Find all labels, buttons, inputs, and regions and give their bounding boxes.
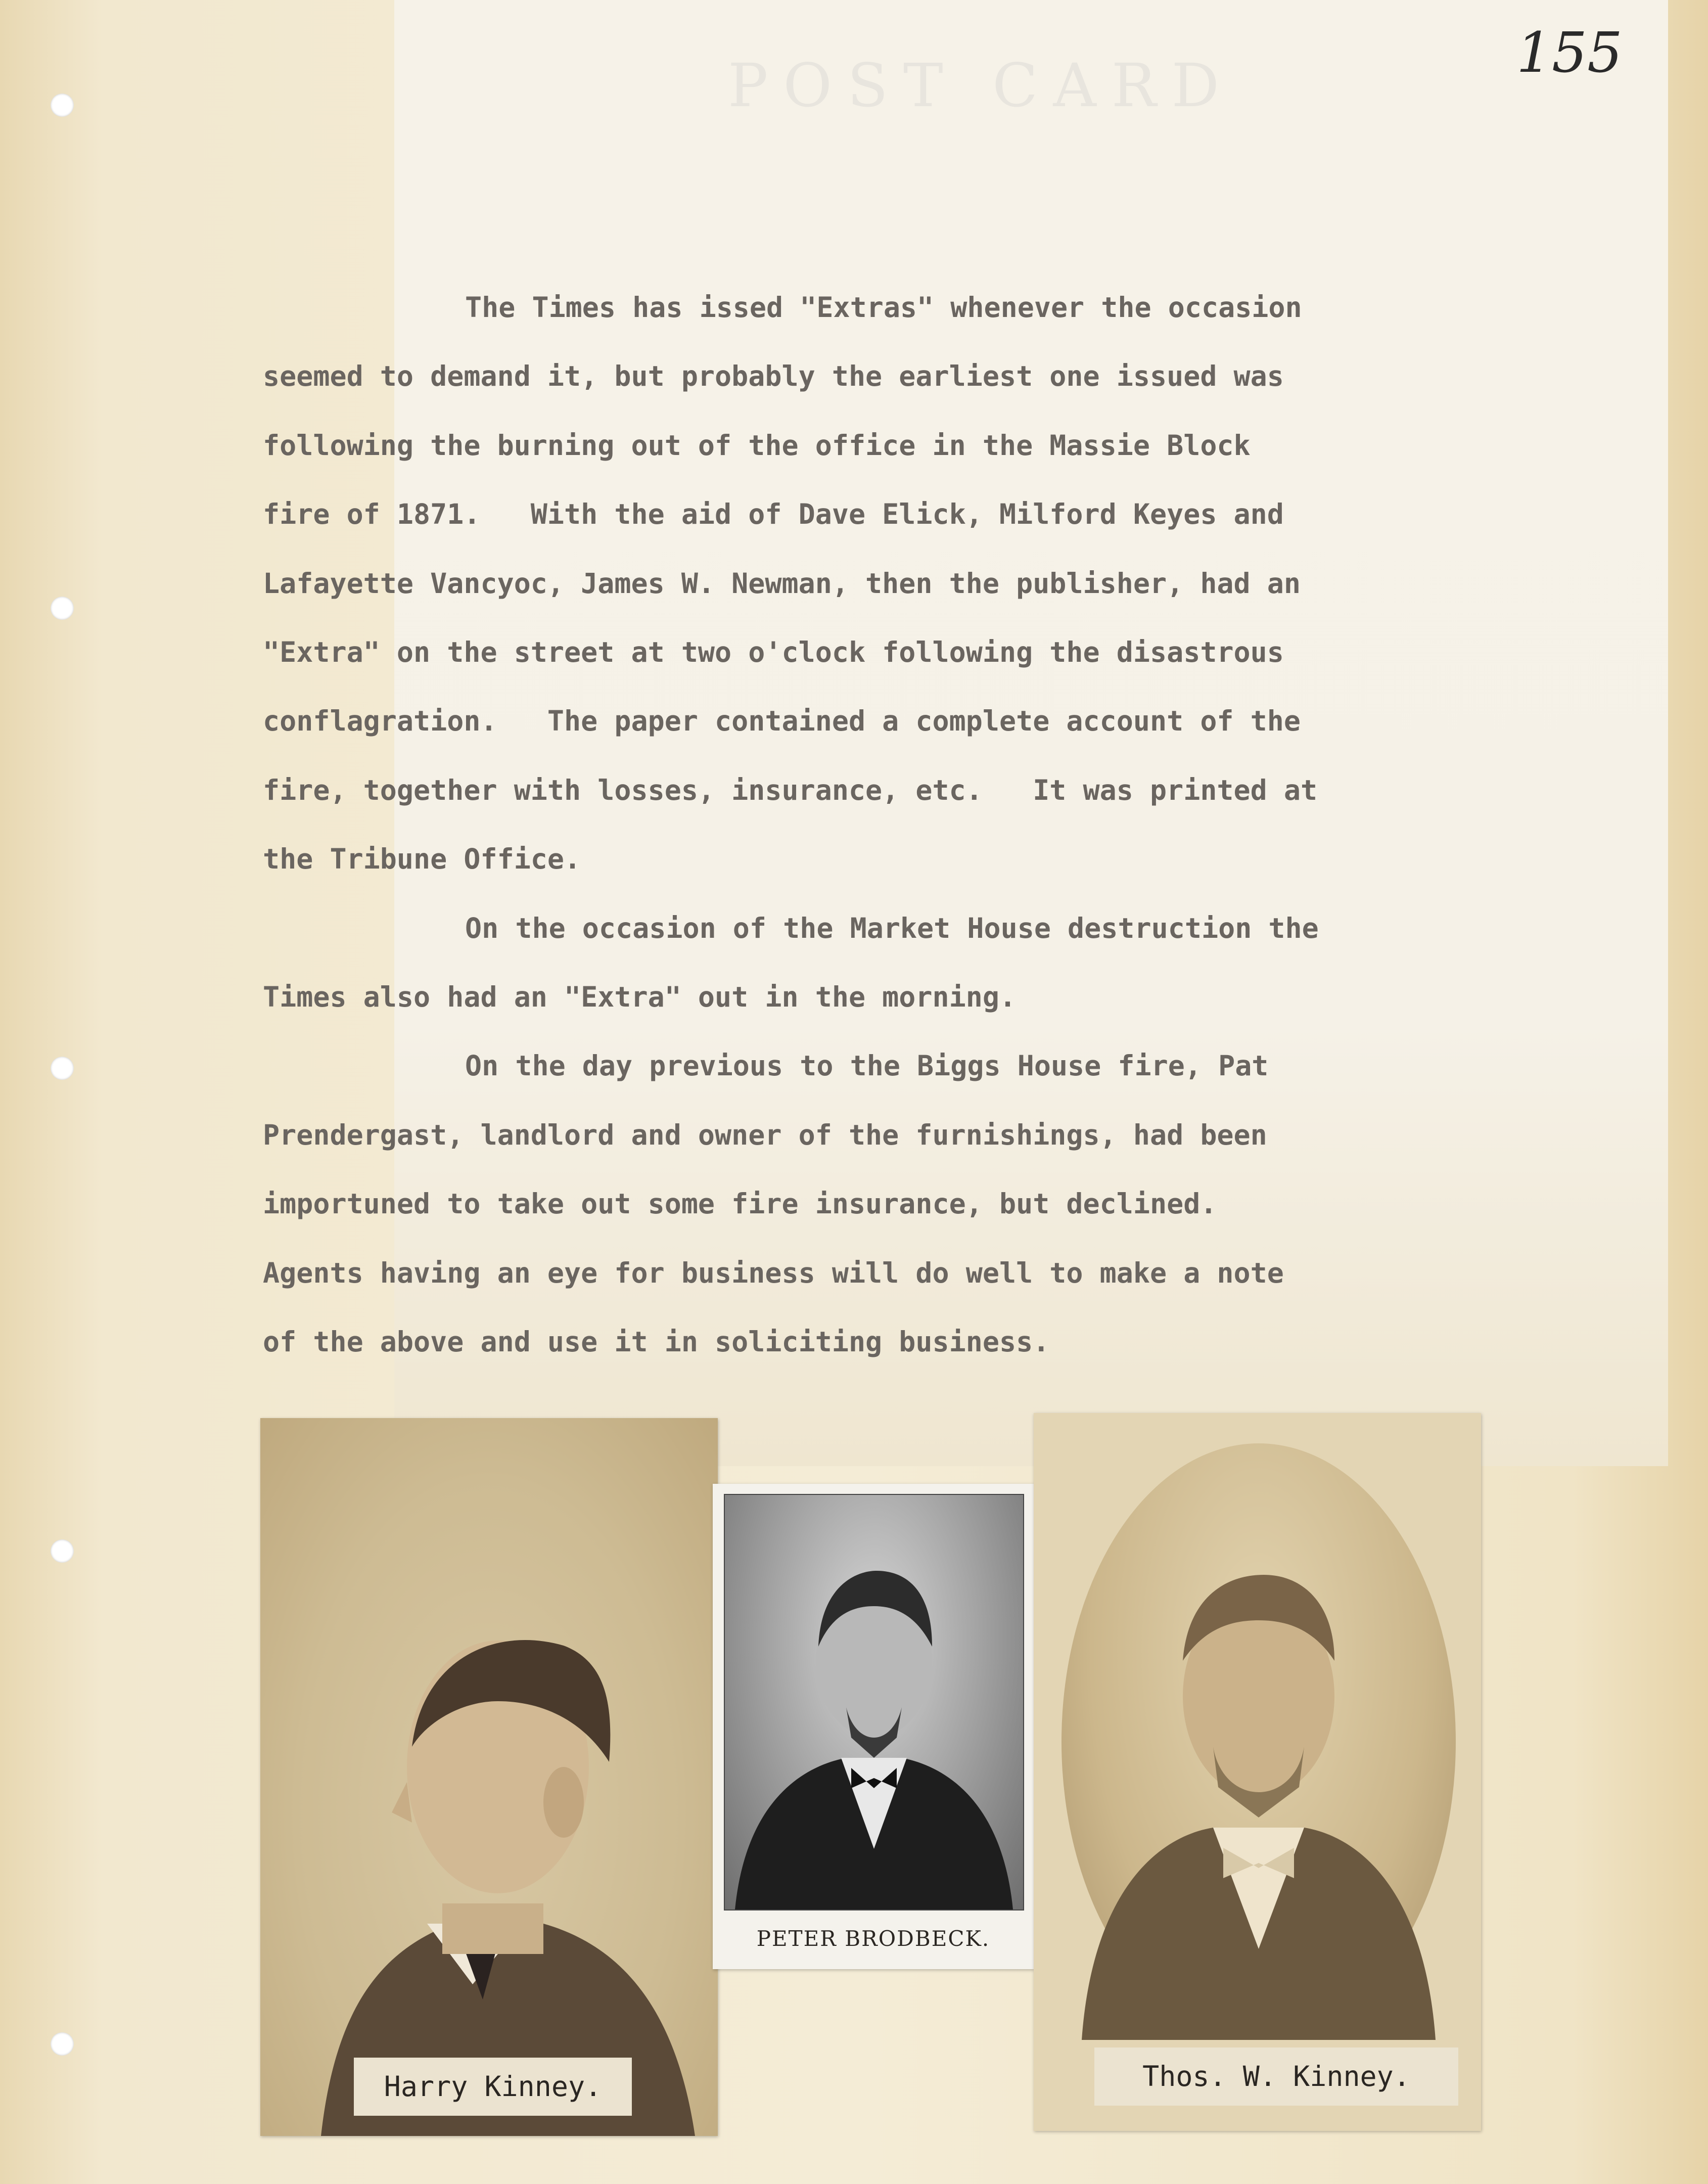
portrait-profile-image	[260, 1418, 718, 2136]
text-line: On the occasion of the Market House destruction the	[465, 912, 1319, 944]
caption-peter-brodbeck: PETER BRODBECK.	[756, 1926, 990, 1951]
text-line: fire, together with losses, insurance, etc. It was printed at	[263, 774, 1318, 806]
punch-hole	[51, 2032, 74, 2056]
caption-harry-kinney: Harry Kinney.	[354, 2058, 632, 2116]
text-line: importuned to take out some fire insurance, but declined.	[263, 1188, 1217, 1220]
portrait-oval-image	[1061, 1443, 1456, 2040]
text-line: Times also had an "Extra" out in the morning.	[263, 981, 1017, 1014]
paragraph-3	[263, 1031, 1557, 1376]
page-number: 155	[1516, 20, 1623, 85]
ghost-postcard-header: POST CARD	[728, 51, 1235, 120]
text-line: seemed to demand it, but probably the earliest one issued was	[263, 360, 1284, 393]
text-line: Agents having an eye for business will do well to make a note	[263, 1256, 1284, 1289]
punch-hole	[51, 597, 74, 620]
portrait-engraving	[725, 1495, 1023, 1909]
text-line: On the day previous to the Biggs House fire, Pat	[465, 1050, 1269, 1082]
punch-hole	[51, 1539, 74, 1563]
text-line: Lafayette Vancyoc, James W. Newman, then the publisher, had an	[263, 567, 1301, 600]
engraving-image	[724, 1494, 1024, 1910]
text-line: the Tribune Office.	[263, 843, 581, 876]
text-line: following the burning out of the office in the Massie Block	[263, 429, 1251, 462]
text-line: The Times has issed "Extras" whenever the occasion	[465, 291, 1302, 324]
photo-harry-kinney	[260, 1418, 718, 2136]
photo-thos-kinney	[1034, 1413, 1481, 2131]
caption-thos-kinney: Thos. W. Kinney.	[1094, 2048, 1458, 2106]
oval-frame	[1061, 1443, 1456, 2040]
paragraph-1	[263, 273, 1557, 894]
punch-hole	[51, 94, 74, 117]
text-line: Prendergast, landlord and owner of the furnishings, had been	[263, 1118, 1267, 1151]
text-line: "Extra" on the street at two o'clock following the disastrous	[263, 636, 1284, 669]
typed-text	[263, 273, 1557, 1377]
text-line: fire of 1871. With the aid of Dave Elick, Milford Keyes and	[263, 498, 1284, 531]
text-line: conflagration. The paper contained a complete account of the	[263, 705, 1301, 738]
photo-peter-brodbeck	[713, 1484, 1034, 1969]
punch-hole	[51, 1057, 74, 1080]
text-line: of the above and use it in soliciting business.	[263, 1326, 1050, 1358]
paragraph-2	[263, 894, 1557, 1032]
